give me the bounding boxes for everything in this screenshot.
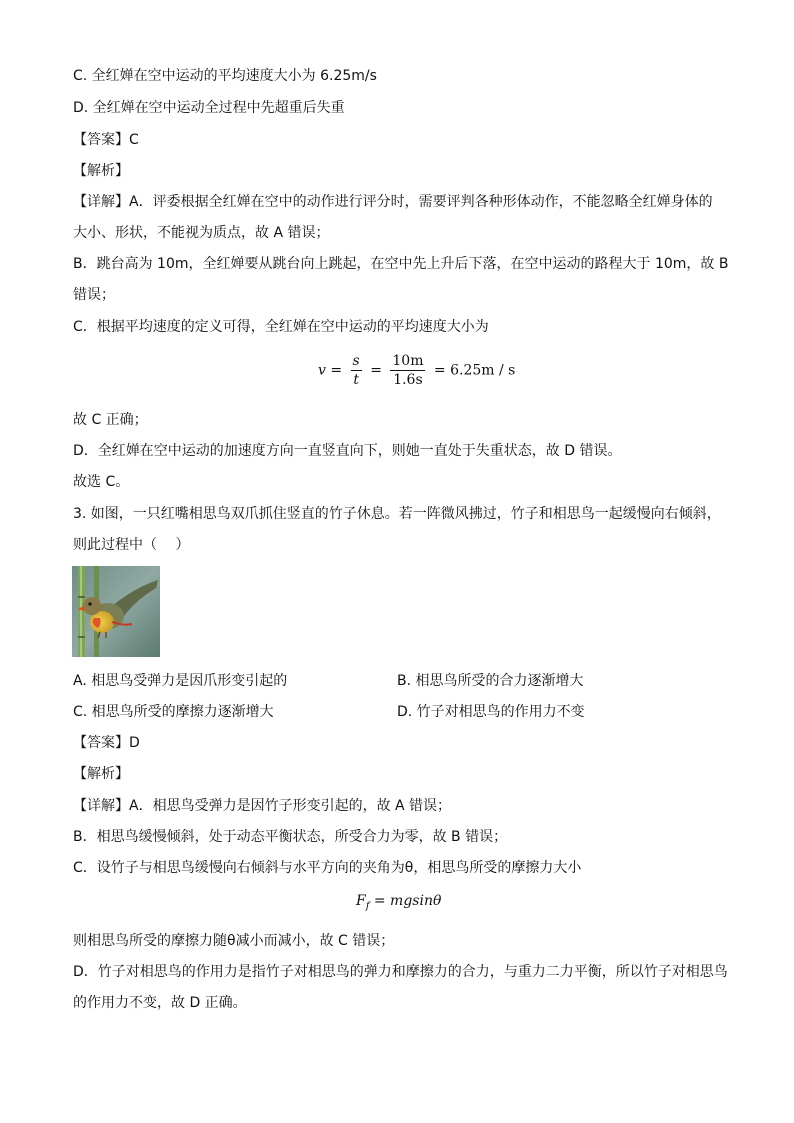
choice-b: B. 相思鸟所受的合力逐渐增大 xyxy=(397,673,584,689)
detail-a-line2: 大小、形状，不能视为质点，故 A 错误； xyxy=(73,225,330,241)
detail2-d-line1: D．竹子对相思鸟的作用力是指竹子对相思鸟的弹力和摩擦力的合力，与重力二力平衡，所以竹子对相思鸟 xyxy=(73,964,728,980)
question-3-line2: 则此过程中（ ） xyxy=(73,537,190,553)
option-d-text: D. 全红婵在空中运动全过程中先超重后失重 xyxy=(73,100,345,116)
detail-c-line2: 故 C 正确； xyxy=(73,412,148,428)
eq-rest: = mgsinθ xyxy=(369,893,442,909)
detail2-d-line2: 的作用力不变，故 D 正确。 xyxy=(73,995,247,1011)
analysis-label: 【解析】 xyxy=(73,163,129,179)
detail-b-line1: B．跳台高为 10m，全红婵要从跳台向上跳起，在空中先上升后下落，在空中运动的路程大于 10m，故 B xyxy=(73,256,729,272)
detail-b-line2: 错误； xyxy=(73,287,115,303)
choice-a: A. 相思鸟受弹力是因爪形变引起的 xyxy=(73,673,288,689)
frac-denominator: t xyxy=(353,372,359,388)
eq-rhs: = 6.25m / s xyxy=(433,362,516,379)
detail-a-line1: 【详解】A．评委根据全红婵在空中的动作进行评分时，需要评判各种形体动作，不能忽略全红婵身体的 xyxy=(73,194,713,210)
detail-d-line: D．全红婵在空中运动的加速度方向一直竖直向下，则她一直处于失重状态，故 D 错误。 xyxy=(73,443,622,459)
detail2-c-line2: 则相思鸟所受的摩擦力随θ减小而减小，故 C 错误； xyxy=(73,933,395,949)
eq-lhs: v = xyxy=(318,362,343,379)
question-3-line1: 3. 如图，一只红嘴相思鸟双爪抓住竖直的竹子休息。若一阵微风拂过，竹子和相思鸟一起缓慢向右倾斜， xyxy=(73,506,721,522)
option-c-text: C. 全红婵在空中运动的平均速度大小为 6.25m/s xyxy=(73,68,377,84)
eq-f: F xyxy=(356,893,366,909)
fraction-s-over-t xyxy=(351,352,362,389)
frac-numerator: 10m xyxy=(392,353,424,369)
detail2-c-line: C．设竹子与相思鸟缓慢向右倾斜与水平方向的夹角为θ，相思鸟所受的摩擦力大小 xyxy=(73,860,582,876)
average-velocity-equation xyxy=(318,352,515,389)
choice-d: D. 竹子对相思鸟的作用力不变 xyxy=(397,704,585,720)
eq-f-subscript: f xyxy=(365,900,370,912)
select-answer: 故选 C。 xyxy=(73,474,130,490)
answer-label: 【答案】C xyxy=(73,132,139,148)
detail2-b-line: B．相思鸟缓慢倾斜，处于动态平衡状态，所受合力为零，故 B 错误； xyxy=(73,829,508,845)
friction-equation xyxy=(356,893,441,912)
eq-equals: = xyxy=(370,362,382,379)
choice-c: C. 相思鸟所受的摩擦力逐渐增大 xyxy=(73,704,274,720)
fraction-10m-over-1.6s xyxy=(390,352,425,389)
bird-on-bamboo-image xyxy=(72,566,160,657)
answer-label-2: 【答案】D xyxy=(73,735,140,751)
frac-denominator: 1.6s xyxy=(393,372,423,388)
detail-c-line1: C．根据平均速度的定义可得，全红婵在空中运动的平均速度大小为 xyxy=(73,319,489,335)
analysis-label-2: 【解析】 xyxy=(73,766,129,782)
frac-numerator: s xyxy=(352,353,360,369)
detail2-a-line: 【详解】A．相思鸟受弹力是因竹子形变引起的，故 A 错误； xyxy=(73,798,452,814)
